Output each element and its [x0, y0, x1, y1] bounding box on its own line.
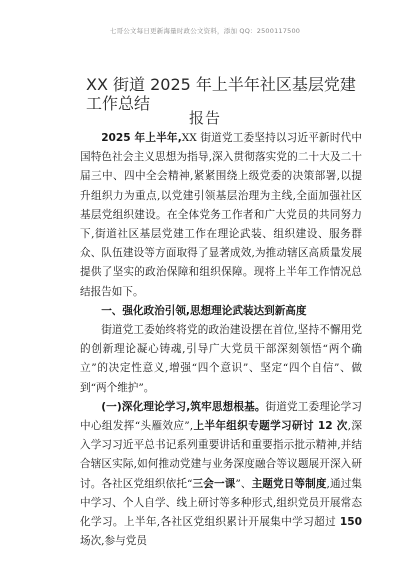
document-subtitle: 报告: [188, 109, 221, 127]
section-heading: 一、强化政治引领,思想理论武装达到新高度: [101, 304, 307, 317]
section-paragraph: 街道党工委始终将党的政治建设摆在首位,坚持不懈用党的创新理论凝心铸魂,引导广大党员干部深刻领悟“两个确立”的决定性意义,增强“四个意识”、坚定“四个自信”、做到“两个维护”。: [80, 324, 362, 394]
subsection-bold-a: 上半年组织专题学习研讨 12 次: [193, 420, 348, 433]
subsection-paragraph: [80, 398, 362, 552]
subsection-text-c: ”、: [235, 477, 252, 490]
subsection-bold-d: 150: [339, 516, 362, 529]
subsection-bold-b: 三会一课: [192, 477, 236, 490]
document-body: [80, 129, 362, 551]
watermark-text: 七哥公文每日更新海量时政公文资料，添加 QQ：2500117500: [109, 27, 301, 35]
intro-text: XX 街道党工委坚持以习近平新时代中国特色社会主义思想为指导,深入贯彻落实党的二十大及二十届三中、四中全会精神,紧紧围绕上级党委的决策部署,以提升组织力为重点,以党建引领基层治理为主线,全面加强社区基层党组织建设。在全体党务工作者和广大党员的共同努力下,街道社区基层党建工作在理论武装、组织建设、服务群众、队伍建设等方面取得了显著成效,为推动辖区高质量发展提供了坚实的政治保障和组织保障。现将上半年工作情况总结报告如下。: [80, 132, 362, 298]
subsection-text-e: 场次,参与党员: [80, 535, 147, 548]
subsection-bold-c: 主题党日等制度: [251, 477, 327, 490]
subsection-text-d: ,通过集中学习、个人自学、线上研讨等多种形式,组织党员开展常态化学习。上半年,各社区党组织累计开展集中学习超过: [80, 477, 363, 529]
document-title: XX 街道 2025 年上半年社区基层党建工作总结: [86, 75, 356, 113]
subsection-lead: (一)深化理论学习,筑牢思想根基。: [101, 400, 266, 413]
subsection-text-b: ,深入学习习近平总书记系列重要讲话和重要指示批示精神,并结合辖区实际,如何推动党建与业务深度融合等议题展开深入研讨。各社区党组织依托“: [80, 420, 362, 490]
intro-lead: 2025 年上半年,: [101, 132, 182, 144]
subsection-text-a: 街道党工委理论学习中心组发挥“头雁效应”,: [80, 400, 362, 433]
intro-paragraph: [80, 129, 362, 302]
